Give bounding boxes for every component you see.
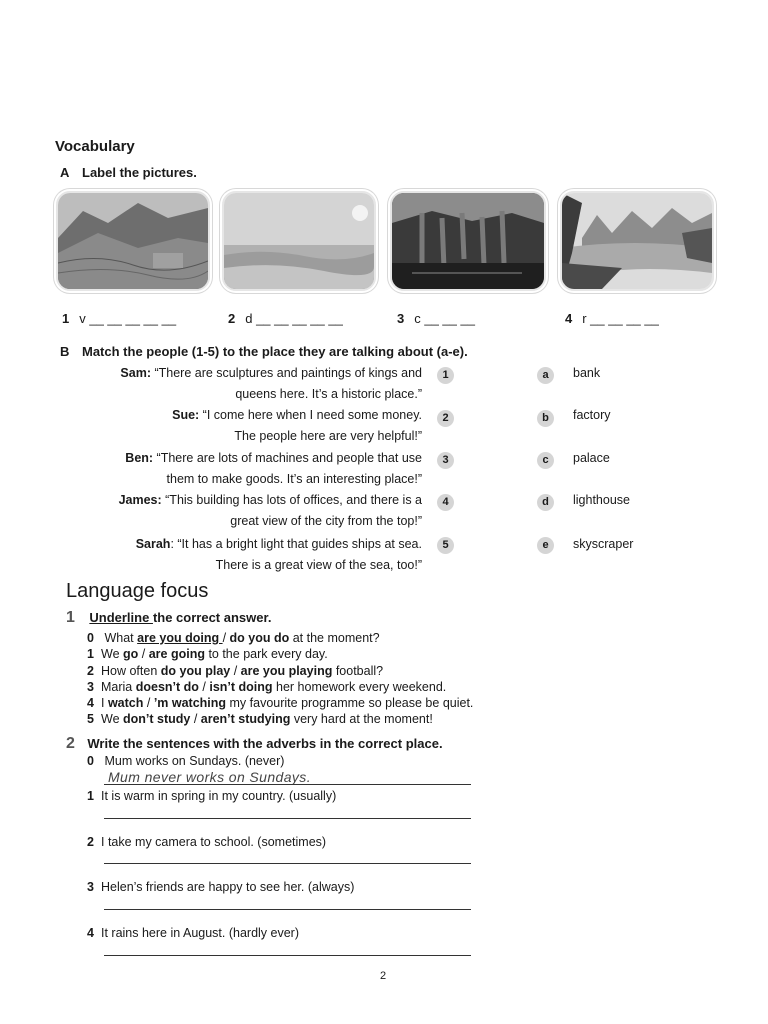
quote-sue: Sue: “I come here when I need some money. The people here are very helpful!” <box>172 408 422 443</box>
exercise-1-item: 3 Maria doesn’t do / isn’t doing her homework every weekend. <box>87 679 447 694</box>
match-number-4[interactable]: 4 <box>437 494 454 511</box>
match-number-1[interactable]: 1 <box>437 367 454 384</box>
match-number-2[interactable]: 2 <box>437 410 454 427</box>
match-letter-b[interactable]: b <box>537 410 554 427</box>
exercise-1-list <box>87 630 473 728</box>
picture-label-2: 2 d __ __ __ __ __ <box>228 311 343 326</box>
place-bank: bank <box>573 366 601 380</box>
section-a-title <box>60 165 197 180</box>
exercise-2-item: 4 It rains here in August. (hardly ever) <box>87 926 300 940</box>
exercise-1-item: 0 What are you doing / do you do at the moment? <box>87 631 380 645</box>
exercise-2-number: 2 <box>66 735 75 752</box>
exercise-1-title: 1 Underline the correct answer. <box>66 609 272 626</box>
place-skyscraper: skyscraper <box>573 537 634 551</box>
section-a-text: Label the pictures. <box>82 165 197 180</box>
match-letter-c[interactable]: c <box>537 452 554 469</box>
match-number-5[interactable]: 5 <box>437 537 454 554</box>
exercise-2-item: 1 It is warm in spring in my country. (usually) <box>87 789 337 803</box>
page-number: 2 <box>380 970 387 982</box>
language-focus-heading: Language focus <box>66 580 209 602</box>
desert-picture <box>222 191 376 291</box>
section-b-title <box>60 344 468 359</box>
match-letter-a[interactable]: a <box>537 367 554 384</box>
answer-line-3[interactable] <box>104 909 471 910</box>
answer-line-2[interactable] <box>104 863 471 864</box>
place-lighthouse: lighthouse <box>573 493 630 507</box>
exercise-1-item: 5 We don’t study / aren’t studying very hard at the moment! <box>87 712 433 727</box>
exercise-1-item: 2 How often do you play / are you playing football? <box>87 663 384 678</box>
section-b-text: Match the people (1-5) to the place they are talking about (a-e). <box>82 344 468 359</box>
quote-ben: Ben: “There are lots of machines and people that use them to make goods. It’s an interesting place!” <box>125 451 422 486</box>
match-letter-e[interactable]: e <box>537 537 554 554</box>
place-palace: palace <box>573 451 610 465</box>
river-picture <box>560 191 714 291</box>
picture-label-4: 4 r __ __ __ __ <box>565 311 659 326</box>
quote-sam: Sam: “There are sculptures and paintings of kings and queens here. It’s a historic place.” <box>120 366 422 401</box>
place-factory: factory <box>573 408 611 422</box>
exercise-2-item: 0 Mum works on Sundays. (never) <box>87 754 285 768</box>
picture-label-1: 1 v __ __ __ __ __ <box>62 311 177 326</box>
valley-picture <box>56 191 210 291</box>
answer-line-0[interactable] <box>104 784 471 785</box>
example-answer: Mum never works on Sundays. <box>108 769 311 785</box>
picture-label-3: 3 c __ __ __ <box>397 311 475 326</box>
quote-sarah: Sarah: “It has a bright light that guides ships at sea. There is a great view of the sea, too!” <box>135 537 422 572</box>
answer-line-4[interactable] <box>104 955 471 956</box>
section-a-letter: A <box>60 165 70 180</box>
exercise-1-item: 1 We go / are going to the park every day. <box>87 647 328 662</box>
vocabulary-heading: Vocabulary <box>55 138 135 155</box>
answer-line-1[interactable] <box>104 818 471 819</box>
section-b-letter: B <box>60 344 70 359</box>
exercise-2-item: 3 Helen’s friends are happy to see her. (always) <box>87 880 355 894</box>
exercise-1-item: 4 I watch / ’m watching my favourite programme so please be quiet. <box>87 696 474 711</box>
exercise-1-number: 1 <box>66 609 75 626</box>
match-number-3[interactable]: 3 <box>437 452 454 469</box>
cave-picture <box>390 191 546 291</box>
match-letter-d[interactable]: d <box>537 494 554 511</box>
exercise-2-title: 2 Write the sentences with the adverbs in the correct place. <box>66 735 443 752</box>
exercise-2-item: 2 I take my camera to school. (sometimes) <box>87 835 327 849</box>
quote-james: James: “This building has lots of offices, and there is a great view of the city from the top!” <box>118 493 422 528</box>
